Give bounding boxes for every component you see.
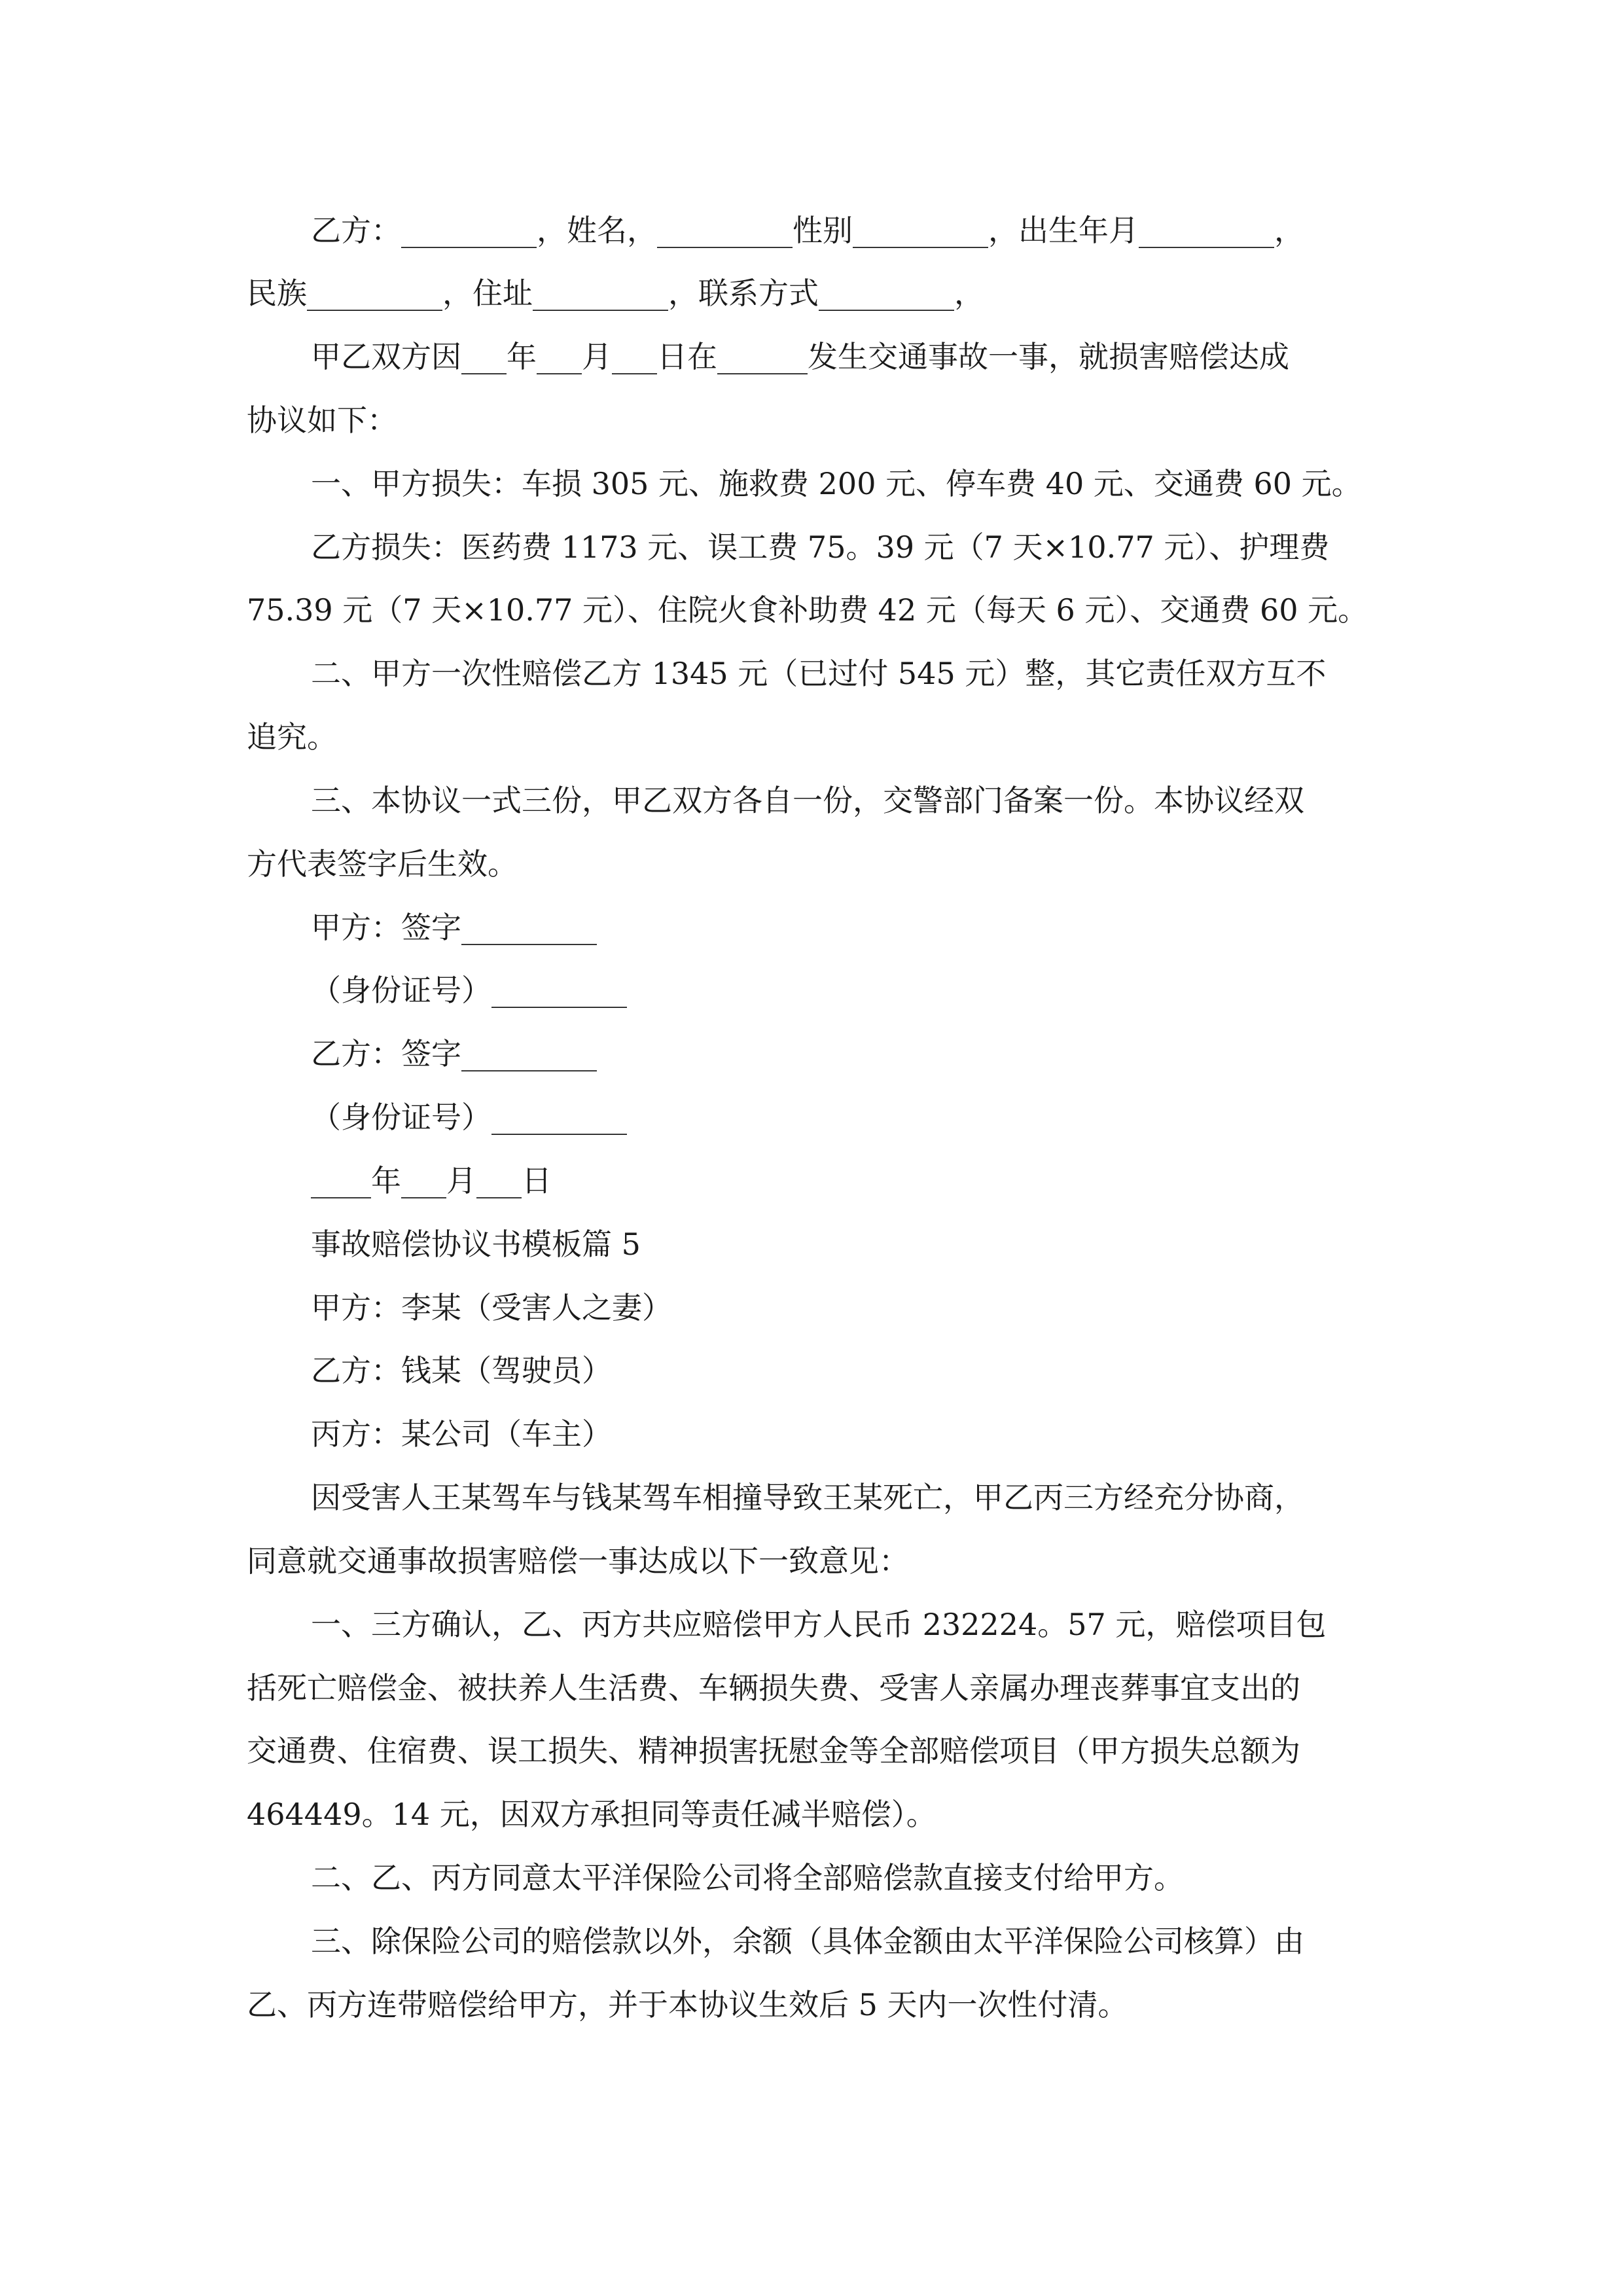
party-b-info-line-1: 乙方：_________，姓名，_________性别_________，出生年月_________，	[311, 213, 1304, 248]
accident-intro-line-2: 协议如下：	[247, 403, 397, 438]
party-c-name: 丙方：某公司（车主）	[311, 1416, 612, 1452]
clause-2-line-1: 二、甲方一次性赔偿乙方 1345 元（已过付 545 元）整，其它责任双方互不	[311, 656, 1327, 691]
party-a-signature: 甲方：签字_________	[311, 910, 597, 945]
item-1-line-1: 一、三方确认，乙、丙方共应赔偿甲方人民币 232224。57 元，赔偿项目包	[311, 1607, 1327, 1642]
party-a-id-number: （身份证号）_________	[311, 973, 627, 1008]
clause-3-line-2: 方代表签字后生效。	[247, 846, 518, 882]
case-intro-line-1: 因受害人王某驾车与钱某驾车相撞导致王某死亡，甲乙丙三方经充分协商，	[311, 1480, 1304, 1515]
party-b-loss-line-1: 乙方损失：医药费 1173 元、误工费 75。39 元（7 天×10.77 元）、护理费	[311, 529, 1330, 565]
item-3-line-2: 乙、丙方连带赔偿给甲方，并于本协议生效后 5 天内一次性付清。	[247, 1987, 1128, 2022]
item-2-line: 二、乙、丙方同意太平洋保险公司将全部赔偿款直接支付给甲方。	[311, 1860, 1184, 1895]
party-a-name: 甲方：李某（受害人之妻）	[311, 1290, 672, 1325]
party-b-signature: 乙方：签字_________	[311, 1036, 597, 1071]
signing-date: ____年___月___日	[311, 1163, 552, 1198]
item-1-line-3: 交通费、住宿费、误工损失、精神损害抚慰金等全部赔偿项目（甲方损失总额为	[247, 1733, 1300, 1768]
item-3-line-1: 三、除保险公司的赔偿款以外，余额（具体金额由太平洋保险公司核算）由	[311, 1924, 1304, 1959]
party-b-name: 乙方：钱某（驾驶员）	[311, 1353, 612, 1388]
item-1-line-4: 464449。14 元，因双方承担同等责任减半赔偿）。	[247, 1797, 936, 1832]
party-b-id-number: （身份证号）_________	[311, 1100, 627, 1135]
item-1-line-2: 括死亡赔偿金、被扶养人生活费、车辆损失费、受害人亲属办理丧葬事宜支出的	[247, 1670, 1300, 1706]
clause-2-line-2: 追究。	[247, 719, 337, 755]
accident-intro-line-1: 甲乙双方因___年___月___日在______发生交通事故一事，就损害赔偿达成	[311, 339, 1289, 374]
section-title: 事故赔偿协议书模板篇 5	[311, 1227, 641, 1262]
clause-1-party-a-loss: 一、甲方损失：车损 305 元、施救费 200 元、停车费 40 元、交通费 60 元。	[311, 466, 1362, 501]
party-b-loss-line-2: 75.39 元（7 天×10.77 元）、住院火食补助费 42 元（每天 6 元）、交通费 60 元。	[247, 592, 1368, 628]
party-b-info-line-2: 民族_________，住址_________，联系方式_________，	[247, 276, 984, 311]
clause-3-line-1: 三、本协议一式三份，甲乙双方各自一份，交警部门备案一份。本协议经双	[311, 783, 1304, 818]
case-intro-line-2: 同意就交通事故损害赔偿一事达成以下一致意见：	[247, 1543, 909, 1579]
